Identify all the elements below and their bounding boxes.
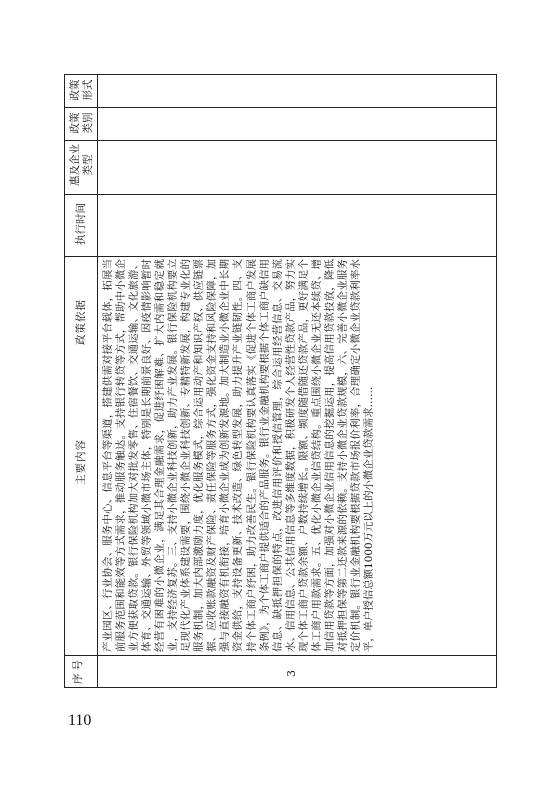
row-content: 产业园区、行业协会、服务中心、信息平台等渠道，搭建供需对接平台载体，拓展当前服务范围和能效等方式需求，推动服务触达。支持银行转贷等方式，帮助中小微企业方便获取贷款。银行保险机构加大对批发零售、住宿餐饮、交通运输、文化旅游、体育、交通运输、外贸等领域小微市场主体，特别是长期前景良好、因疫情影响暂时经营有困难的小微企业，满足其合理金融需求，促进纾困解难、扩大内需和稳定就业，支持经济复苏。三、支持小微企业科技创新，助力产业发展。银行保险机构要立足现代化产业体系建设需要，围绕小微企业科技创新、专精特新发展，构建专业化的服务机制，加大内部激励力度，优化服务模式，综合运用动产和知识产权、供应链票据、应收账款融资及财产保险、责任保险等服务方式，强化资金支持和风险保障，加强与直接融资有机衔接，培育小微企业成为创新发源地。加大制造业小微企业中长期资金供给，支持设备更新、技术改造、绿色转型发展，助力提升产业链韧性。四、支持个体工商户纾困，助力改善民生。银行保险机构要认真落实《促进个体工商户发展条例》，为个体工商户提供适合的产品服务。银行业金融机构要根据个体工商户缺信用信息、缺抵押担保的特点，改进信用评价和授信管理，综合运用经营信息、交易流水、信用信息、公共信用信息等多维度数据，积极研发个人经营性贷款产品，努力实现个体工商户贷款余额、户数持续增长。限额、频度随借随还贷款产品，更好满足个体工商户用款需求。五、优化小微企业信贷结构。重点围绕小微企业无还本续贷、增加信用贷款等方面，加强对小微企业信用信息的挖掘运用，提高信用贷款投放，降低对抵押担保等第二还款来源的依赖。支持小微企业贷款规模，六、完善小微企业服务定价机制。银行业金融机构要根据贷款市场报价利率，合理确定小微企业贷款利率水平，单户授信总额1000万元以上的小微企业贷款需求…… bbox=[102, 259, 375, 652]
divider-basis bbox=[64, 194, 497, 195]
divider-content bbox=[64, 256, 497, 257]
table-border-right bbox=[496, 74, 497, 688]
divider-time bbox=[64, 140, 497, 141]
header-beneficiary bbox=[69, 140, 95, 190]
header-policy-form bbox=[69, 75, 95, 105]
header-content: 主要内容 bbox=[75, 439, 87, 485]
table-border-top bbox=[64, 74, 497, 75]
header-exec-time: 执行时间 bbox=[75, 203, 87, 245]
header-beneficiary-text: 惠及企业类型 bbox=[69, 144, 94, 186]
header-basis: 政策依据 bbox=[75, 299, 87, 345]
header-seq: 序号 bbox=[72, 657, 84, 684]
divider-seq bbox=[64, 655, 497, 656]
header-body-divider bbox=[97, 74, 98, 688]
header-policy-category bbox=[69, 108, 95, 138]
divider-beneficiary bbox=[64, 107, 497, 108]
header-policy-form-text: 政策形式 bbox=[69, 79, 94, 101]
table-border-left bbox=[64, 74, 65, 688]
table-border-bottom bbox=[64, 687, 497, 688]
row-seq: 3 bbox=[285, 670, 298, 677]
page-number: 110 bbox=[68, 712, 92, 729]
header-policy-category-text: 政策类别 bbox=[69, 112, 94, 134]
